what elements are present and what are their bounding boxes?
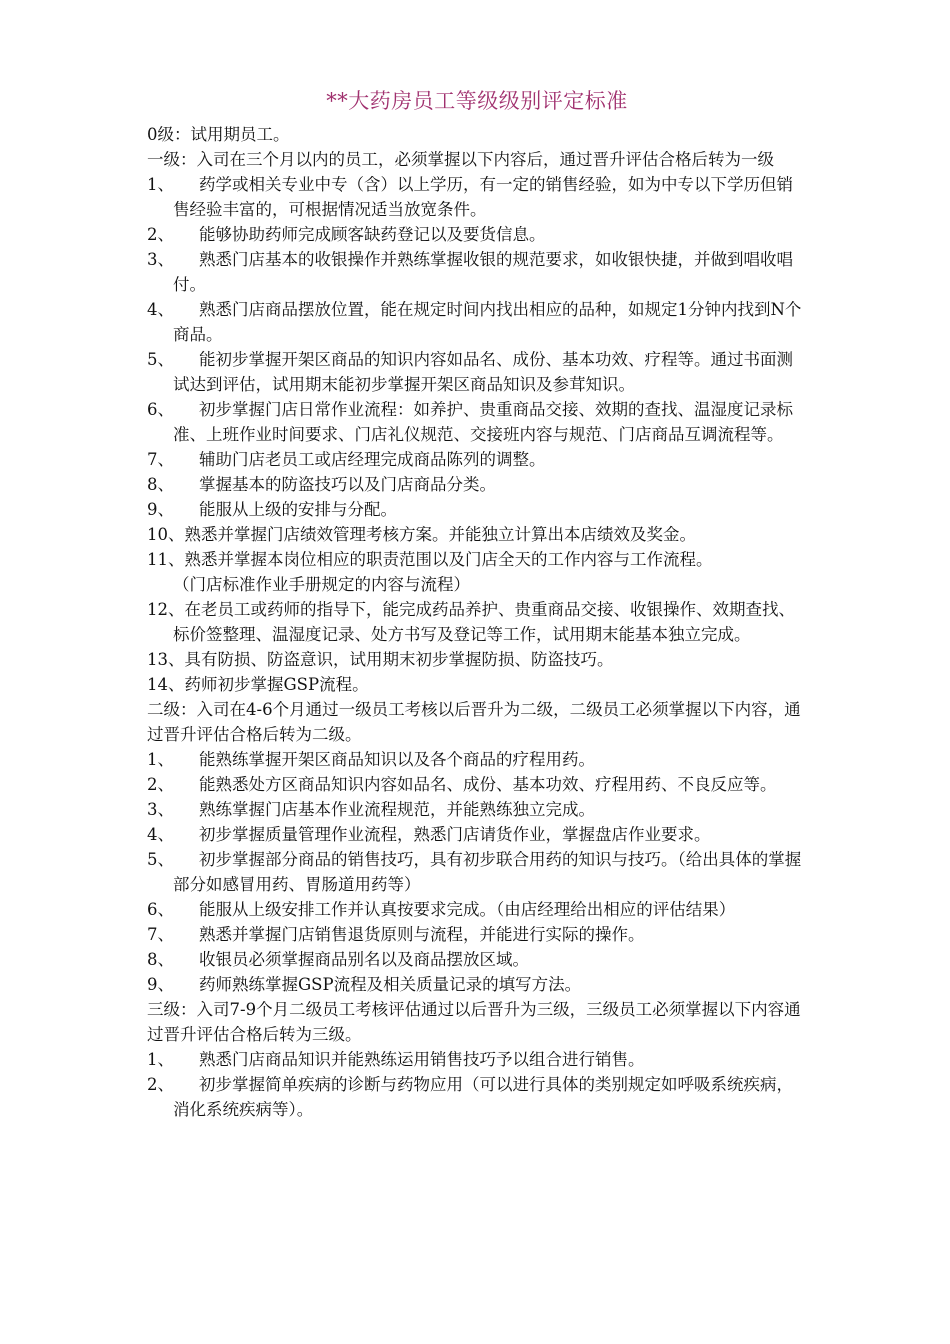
item-number: 5、 bbox=[147, 850, 174, 869]
item-number: 1、 bbox=[147, 750, 174, 769]
item-text: 具有防损、防盗意识，试用期末初步掌握防损、防盗技巧。 bbox=[184, 650, 614, 669]
item-number: 13、 bbox=[147, 650, 185, 669]
item-text: 初步掌握简单疾病的诊断与药物应用（可以进行具体的类别规定如呼吸系统疾病，消化系统疾病等）。 bbox=[173, 1075, 793, 1119]
item-number: 4、 bbox=[147, 300, 174, 319]
item-text: 在老员工或药师的指导下，能完成药品养护、贵重商品交接、收银操作、效期查找、标价签整理、温湿度记录、处方书写及登记等工作，试用期末能基本独立完成。 bbox=[173, 600, 795, 644]
item-number: 9、 bbox=[147, 500, 174, 519]
level2-list bbox=[147, 747, 807, 997]
list-item bbox=[147, 822, 807, 847]
list-item bbox=[147, 1047, 807, 1072]
item-text: 熟悉并掌握本岗位相应的职责范围以及门店全天的工作内容与工作流程。 bbox=[184, 550, 713, 569]
list-item bbox=[147, 772, 807, 797]
list-item bbox=[147, 222, 807, 247]
list-item bbox=[147, 247, 807, 297]
list-item bbox=[147, 397, 807, 447]
item-number: 14、 bbox=[147, 675, 185, 694]
item-number: 6、 bbox=[147, 900, 174, 919]
item-text: 收银员必须掌握商品别名以及商品摆放区域。 bbox=[199, 950, 529, 969]
item-text: 辅助门店老员工或店经理完成商品陈列的调整。 bbox=[199, 450, 546, 469]
item-text: 初步掌握质量管理作业流程，熟悉门店请货作业，掌握盘店作业要求。 bbox=[199, 825, 711, 844]
list-item bbox=[147, 847, 807, 897]
list-item bbox=[147, 497, 807, 522]
item-text: 能服从上级安排工作并认真按要求完成。（由店经理给出相应的评估结果） bbox=[199, 900, 736, 919]
item-text: 熟练掌握门店基本作业流程规范，并能熟练独立完成。 bbox=[199, 800, 595, 819]
item-number: 1、 bbox=[147, 175, 174, 194]
list-item bbox=[147, 347, 807, 397]
list-item bbox=[147, 522, 807, 547]
item-number: 4、 bbox=[147, 825, 174, 844]
item-number: 2、 bbox=[147, 775, 174, 794]
level1-compact-list bbox=[147, 522, 807, 697]
item-number: 3、 bbox=[147, 250, 174, 269]
item-text: 熟悉并掌握门店绩效管理考核方案。并能独立计算出本店绩效及奖金。 bbox=[184, 525, 696, 544]
item-text: 能熟练掌握开架区商品知识以及各个商品的疗程用药。 bbox=[199, 750, 595, 769]
list-item bbox=[147, 647, 807, 672]
item-text: 能够协助药师完成顾客缺药登记以及要货信息。 bbox=[199, 225, 546, 244]
list-item bbox=[147, 972, 807, 997]
item-note: （门店标准作业手册规定的内容与流程） bbox=[173, 575, 470, 594]
list-item bbox=[147, 172, 807, 222]
page-title: **大药房员工等级级别评定标准 bbox=[326, 89, 628, 113]
list-item bbox=[147, 672, 807, 697]
document-page bbox=[147, 84, 807, 1122]
list-item bbox=[147, 447, 807, 472]
item-text: 熟悉并掌握门店销售退货原则与流程，并能进行实际的操作。 bbox=[199, 925, 645, 944]
item-number: 3、 bbox=[147, 800, 174, 819]
list-item bbox=[147, 1072, 807, 1122]
item-number: 11、 bbox=[147, 550, 185, 569]
level0-line: 0级：试用期员工。 bbox=[147, 125, 290, 144]
item-text: 初步掌握部分商品的销售技巧，具有初步联合用药的知识与技巧。（给出具体的掌握部分如感冒用药、胃肠道用药等） bbox=[173, 850, 802, 894]
list-item bbox=[147, 747, 807, 772]
list-item bbox=[147, 472, 807, 497]
list-item bbox=[147, 297, 807, 347]
item-text: 能熟悉处方区商品知识内容如品名、成份、基本功效、疗程用药、不良反应等。 bbox=[199, 775, 777, 794]
list-item bbox=[147, 797, 807, 822]
item-number: 9、 bbox=[147, 975, 174, 994]
level1-list bbox=[147, 172, 807, 522]
item-number: 10、 bbox=[147, 525, 185, 544]
list-item bbox=[147, 947, 807, 972]
item-number: 8、 bbox=[147, 475, 174, 494]
item-text: 能服从上级的安排与分配。 bbox=[199, 500, 397, 519]
list-item bbox=[147, 897, 807, 922]
item-number: 2、 bbox=[147, 225, 174, 244]
item-text: 熟悉门店商品知识并能熟练运用销售技巧予以组合进行销售。 bbox=[199, 1050, 645, 1069]
item-text: 药师初步掌握GSP流程。 bbox=[184, 675, 369, 694]
item-text: 掌握基本的防盗技巧以及门店商品分类。 bbox=[199, 475, 496, 494]
item-number: 6、 bbox=[147, 400, 174, 419]
item-number: 7、 bbox=[147, 450, 174, 469]
list-item bbox=[147, 922, 807, 947]
level3-list bbox=[147, 1047, 807, 1122]
item-number: 2、 bbox=[147, 1075, 174, 1094]
item-text: 熟悉门店基本的收银操作并熟练掌握收银的规范要求，如收银快捷，并做到唱收唱付。 bbox=[173, 250, 793, 294]
item-text: 初步掌握门店日常作业流程：如养护、贵重商品交接、效期的查找、温湿度记录标准、上班作业时间要求、门店礼仪规范、交接班内容与规范、门店商品互调流程等。 bbox=[173, 400, 793, 444]
item-text: 药师熟练掌握GSP流程及相关质量记录的填写方法。 bbox=[199, 975, 582, 994]
item-number: 12、 bbox=[147, 600, 185, 619]
level1-heading: 一级：入司在三个月以内的员工，必须掌握以下内容后，通过晋升评估合格后转为一级 bbox=[147, 150, 774, 169]
list-item bbox=[147, 597, 807, 647]
item-number: 1、 bbox=[147, 1050, 174, 1069]
item-number: 8、 bbox=[147, 950, 174, 969]
level3-heading: 三级：入司7-9个月二级员工考核评估通过以后晋升为三级，三级员工必须掌握以下内容通过晋升评估合格后转为三级。 bbox=[147, 1000, 801, 1044]
item-number: 7、 bbox=[147, 925, 174, 944]
list-item bbox=[147, 547, 807, 572]
item-number: 5、 bbox=[147, 350, 174, 369]
level2-heading: 二级：入司在4-6个月通过一级员工考核以后晋升为二级，二级员工必须掌握以下内容，通过晋升评估合格后转为二级。 bbox=[147, 700, 801, 744]
item-text: 能初步掌握开架区商品的知识内容如品名、成份、基本功效、疗程等。通过书面测试达到评估，试用期末能初步掌握开架区商品知识及参茸知识。 bbox=[173, 350, 793, 394]
item-text: 熟悉门店商品摆放位置，能在规定时间内找出相应的品种，如规定1分钟内找到N个商品。 bbox=[173, 300, 802, 344]
item-text: 药学或相关专业中专（含）以上学历，有一定的销售经验，如为中专以下学历但销售经验丰富的，可根据情况适当放宽条件。 bbox=[173, 175, 793, 219]
